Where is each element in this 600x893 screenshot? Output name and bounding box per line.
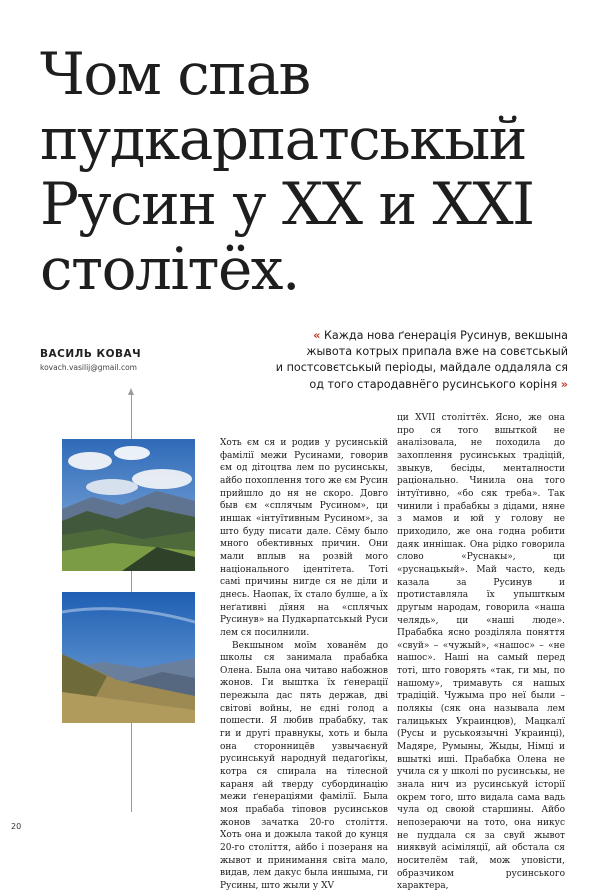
article-title [40,42,580,302]
paragraph: Векшыном моїм хованём до школы ся занимала прабабка Олена. Была она читаво набожнов жонов. Ги вышткa їх ґенерації пережыла дас пять держав, дві світові войны, не єдні голод а пошести. Я любив прабабку, так ги и другі правнукы, хоть и была она сторонницёв узвычаєнуй русинськуй народнуй педагоґікы, котра ся спирала на тілесной караня ай тверду субординацію межи ґенераціями фамілії. Была моя прабаба тіповов русинськов жонов зачатка 20-го століття. Хоть она и дожыла такой до кунця 20-го століття, айбо і позераня на жывот и принимання світа мало, видав, лем дакус была иншыма, ги Русины, што жыли у XV [220,640,388,891]
article-column-1 [220,437,388,893]
title-line: Чом спав [40,40,310,108]
pull-quote-line [268,328,568,344]
close-quote-mark: » [560,377,568,391]
page-number: 20 [11,822,22,831]
paragraph: Хоть єм ся и родив у русинській фамілії межи Русинами, говорив єм од дітоцтва лем по русинськы, айбо похоплення того же єм Русин прийшло до ня не скоро. Довго быв єм «сплячым Русином», ци иншак «інтуїтивным Русином», за што буду писати дале. Сёму было много обективных причин. Они мали вплыв на розвій мого національного ідентітета. Тоті самі причины нигде ся не діли и днесь. Наопак, їх стало булше, а їх неґативні дїяня на «сплячых Русинув» на Пудкарпатськый Руси лем ся посилнили. [220,438,388,638]
author-name: ВАСИЛЬ КОВАЧ [40,348,142,360]
title-line: Русин у XX и XXI [40,170,534,238]
mountain-landscape-photo [62,439,195,571]
author-block [40,348,180,372]
title-line: пудкарпатськый [40,105,526,173]
pull-quote-text: од того стародавнёго русинського коріня [309,377,558,391]
pull-quote [268,328,568,393]
author-email[interactable]: kovach.vasilij@gmail.com [40,363,137,372]
pull-quote-line [268,377,568,393]
paragraph: ци XVII століттёх. Ясно, же она про ся того вшыткой не аналізовала, не походила до захоплення русинськых традіцій, звыкув, бесіды, менталности раціонально. Чинила она того інтуїтивно, «бо сяк треба». Так чинили і прабабкы з дідами, няне з мамов и юй у голову не приходило, же она годна робити даяк иннішак. Она рідко говорила слово «Руснакы», ци «руснацькый». Май часто, кедь казала за Русинув и протиставляла їх упышткым другым народам, говорила «наша челядь», ци «наші люде». Прабабка ясно розділяла поняття «свуй» – «чужый», «нашос» – «не нашос». Наші на самый перед тоті, што говорять «так, ги мы, по нашому», тримавуть ся нашых традіцій. Чужыма про неї были – полякы (сяк она называла лем галицькых Украинцюв), Мацкалї (Русы и руськоязычні Украинці), Мадяре, Румыны, Жыды, Німці и вшыткі иші. Прабабка Олена не учила ся у школі по русинськы, не знала нич из русинськуй історії окрем того, што видала сама вадь чула од своюй старшины. Айбо непозераючи на тото, она никус не пуддала ся за свуй жывот нияквуй асімiляції, ай обстала ся носителём тай, мож уповісти, образчиком русинського характера, [397,413,565,892]
pull-quote-line: и постсовєтськый періоды, майдале оддаляла ся [275,361,568,375]
pull-quote-line: жывота котрых припала вже на совєтськый [306,345,568,359]
article-column-2 [397,412,565,893]
hillside-meadow-photo [62,592,195,723]
title-line: столітёх. [40,235,299,303]
open-quote-mark: « [313,329,321,342]
pull-quote-text: Кажда нова ґенерація Русинув, векшына [323,329,568,342]
